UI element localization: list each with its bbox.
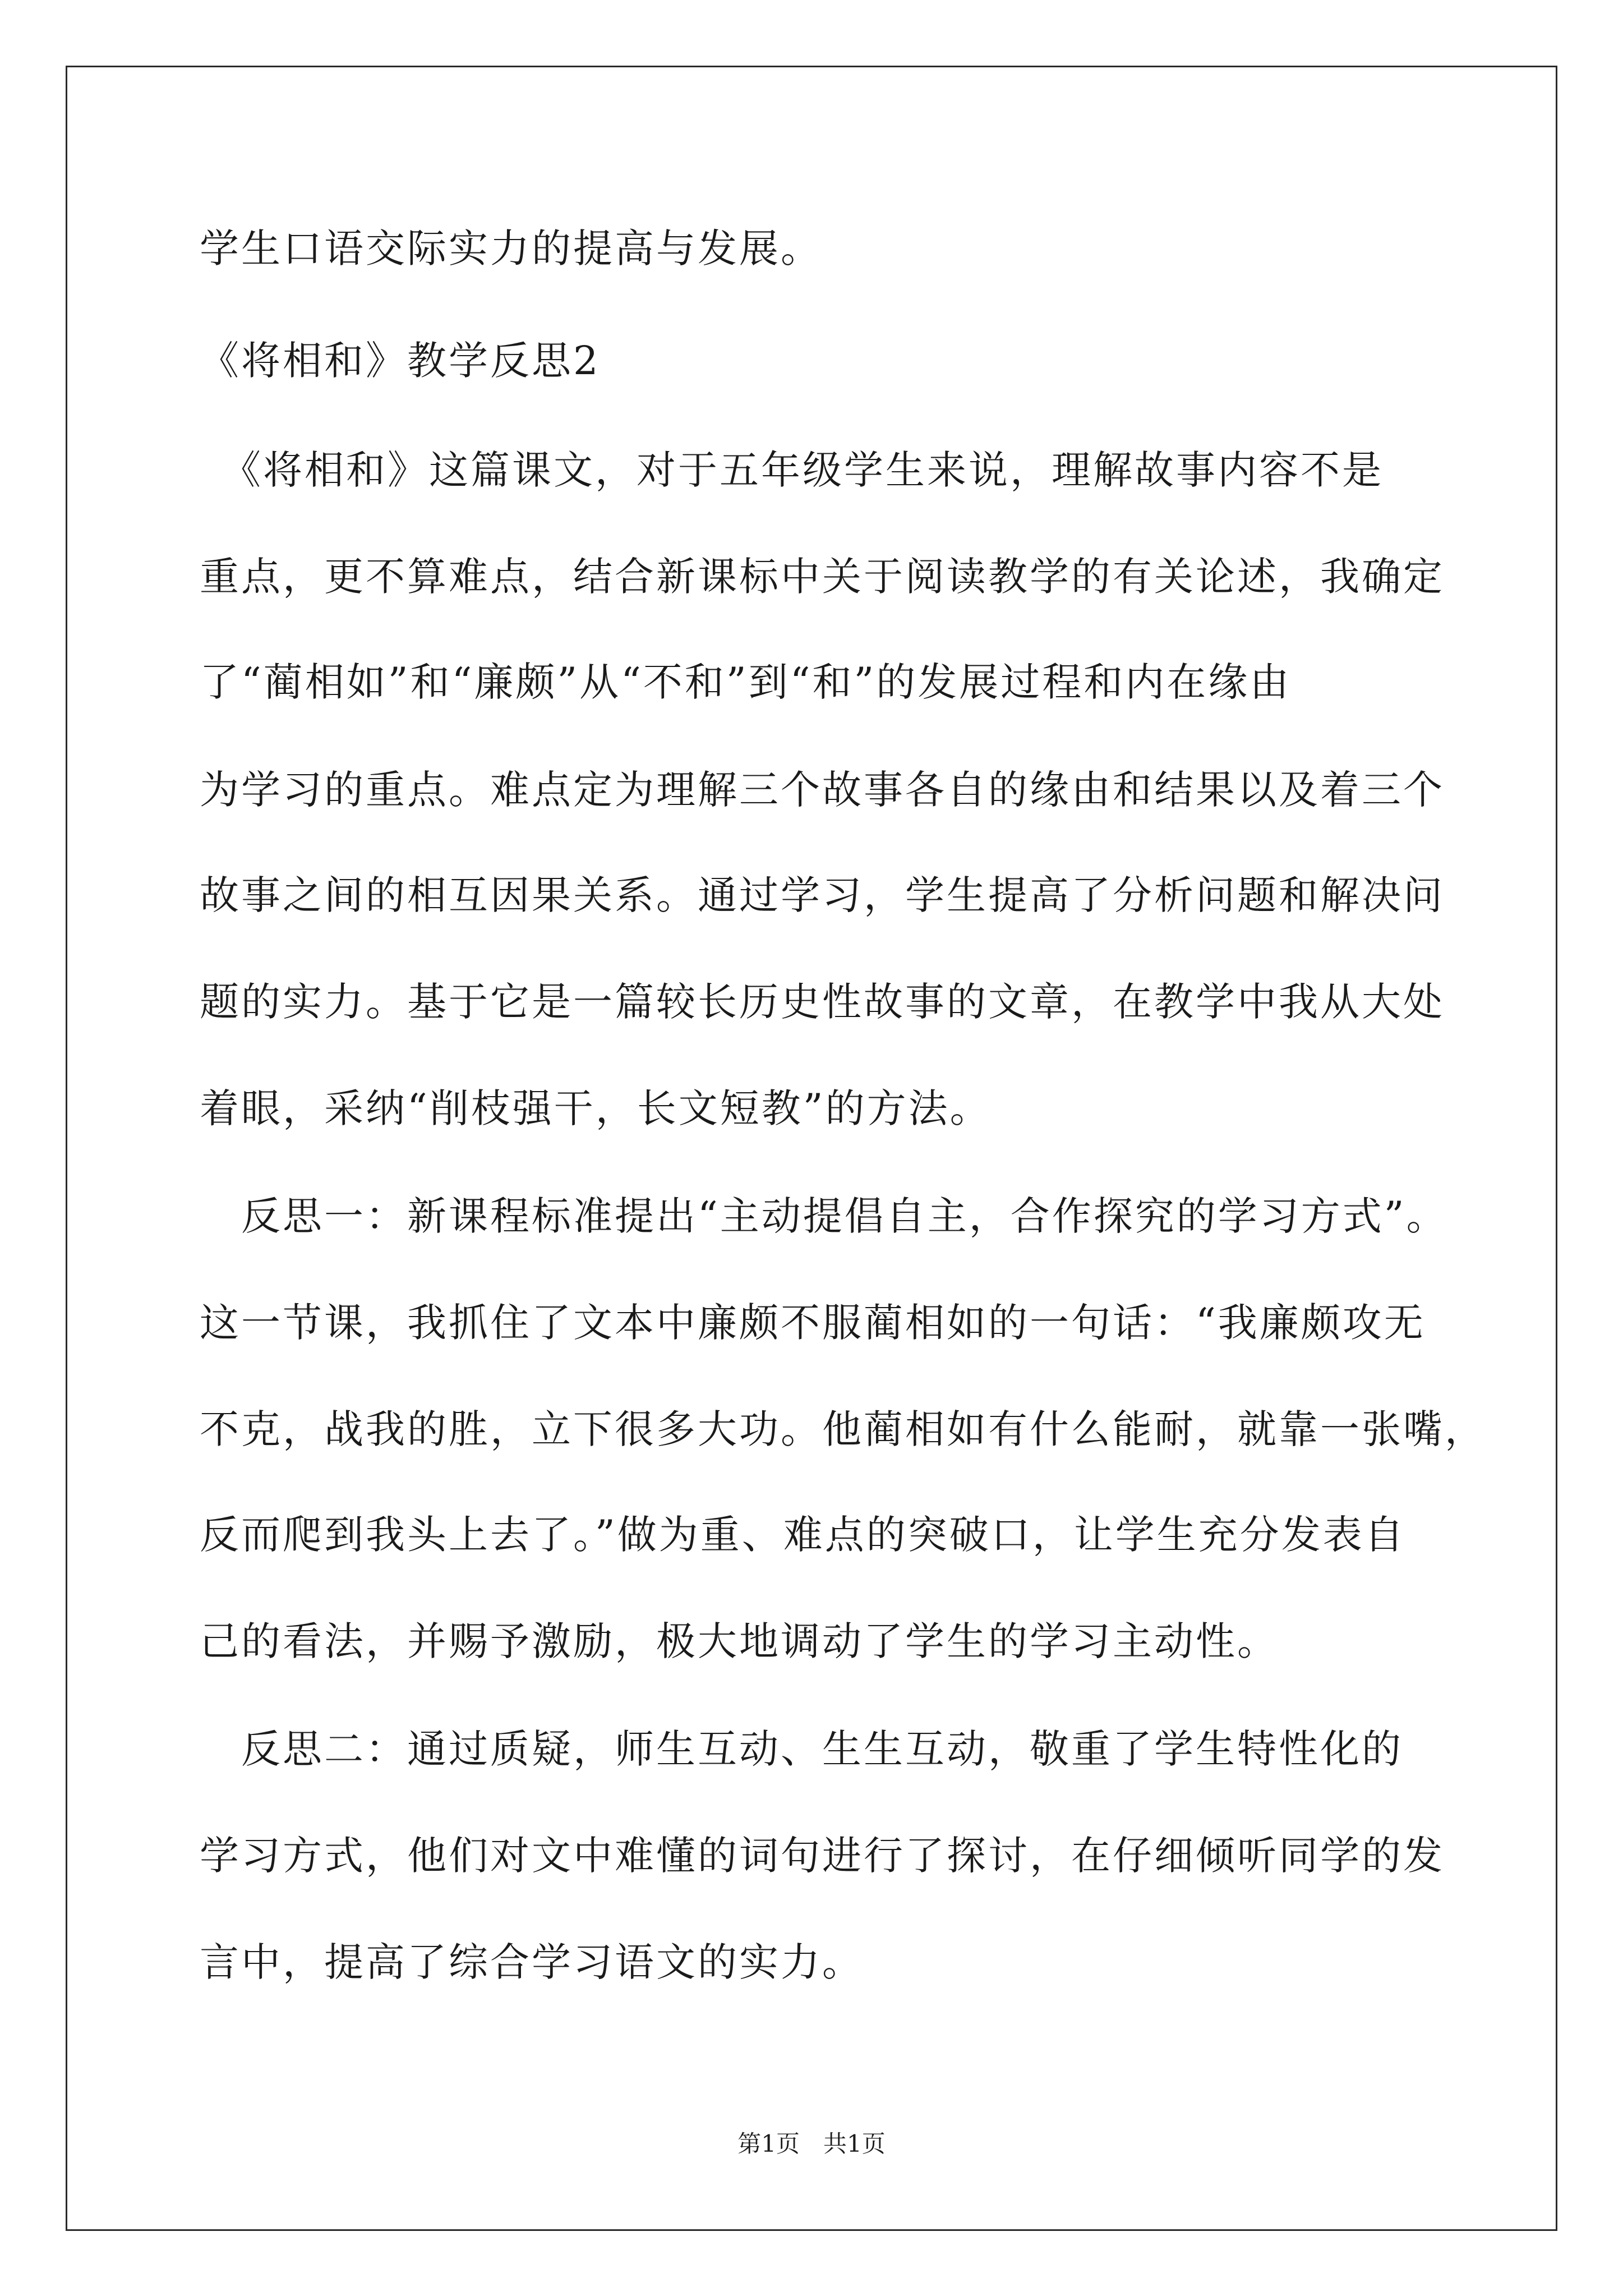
text-line: 学习方式，他们对文中难懂的词句进行了探讨，在仔细倾听同学的发 xyxy=(200,1833,1445,1879)
text-line: 为学习的重点。难点定为理解三个故事各自的缘由和结果以及着三个 xyxy=(200,767,1445,813)
text-line: 不克，战我的胜，立下很多大功。他蔺相如有什么能耐，就靠一张嘴， xyxy=(200,1406,1486,1452)
text-line: 言中，提高了综合学习语文的实力。 xyxy=(200,1939,864,1985)
text-line: 故事之间的相互因果关系。通过学习，学生提高了分析问题和解决问 xyxy=(200,872,1445,918)
text-line: 这一节课，我抓住了文本中廉颇不服蔺相如的一句话：“我廉颇攻无 xyxy=(200,1300,1426,1346)
page-number-footer: 第1页 共1页 xyxy=(737,2130,886,2157)
page-border xyxy=(66,66,1557,2231)
text-line: 题的实力。基于它是一篇较长历史性故事的文章，在教学中我从大处 xyxy=(200,979,1445,1025)
text-line: 反而爬到我头上去了。”做为重、难点的突破口，让学生充分发表自 xyxy=(200,1512,1406,1558)
text-line: 反思二：通过质疑，师生互动、生生互动，敬重了学生特性化的 xyxy=(200,1726,1403,1772)
text-line: 重点，更不算难点，结合新课标中关于阅读教学的有关论述，我确定 xyxy=(200,554,1445,600)
text-line: 了“蔺相如”和“廉颇”从“不和”到“和”的发展过程和内在缘由 xyxy=(200,659,1292,705)
text-line: 反思一：新课程标准提出“主动提倡自主，合作探究的学习方式”。 xyxy=(200,1193,1448,1239)
section-heading: 《将相和》教学反思2 xyxy=(200,338,601,384)
text-line: 着眼，采纳“削枝强干，长文短教”的方法。 xyxy=(200,1085,992,1131)
text-line: 《将相和》这篇课文，对于五年级学生来说，理解故事内容不是 xyxy=(200,447,1384,493)
text-line: 己的看法，并赐予激励，极大地调动了学生的学习主动性。 xyxy=(200,1618,1279,1664)
text-line: 学生口语交际实力的提高与发展。 xyxy=(200,226,822,272)
